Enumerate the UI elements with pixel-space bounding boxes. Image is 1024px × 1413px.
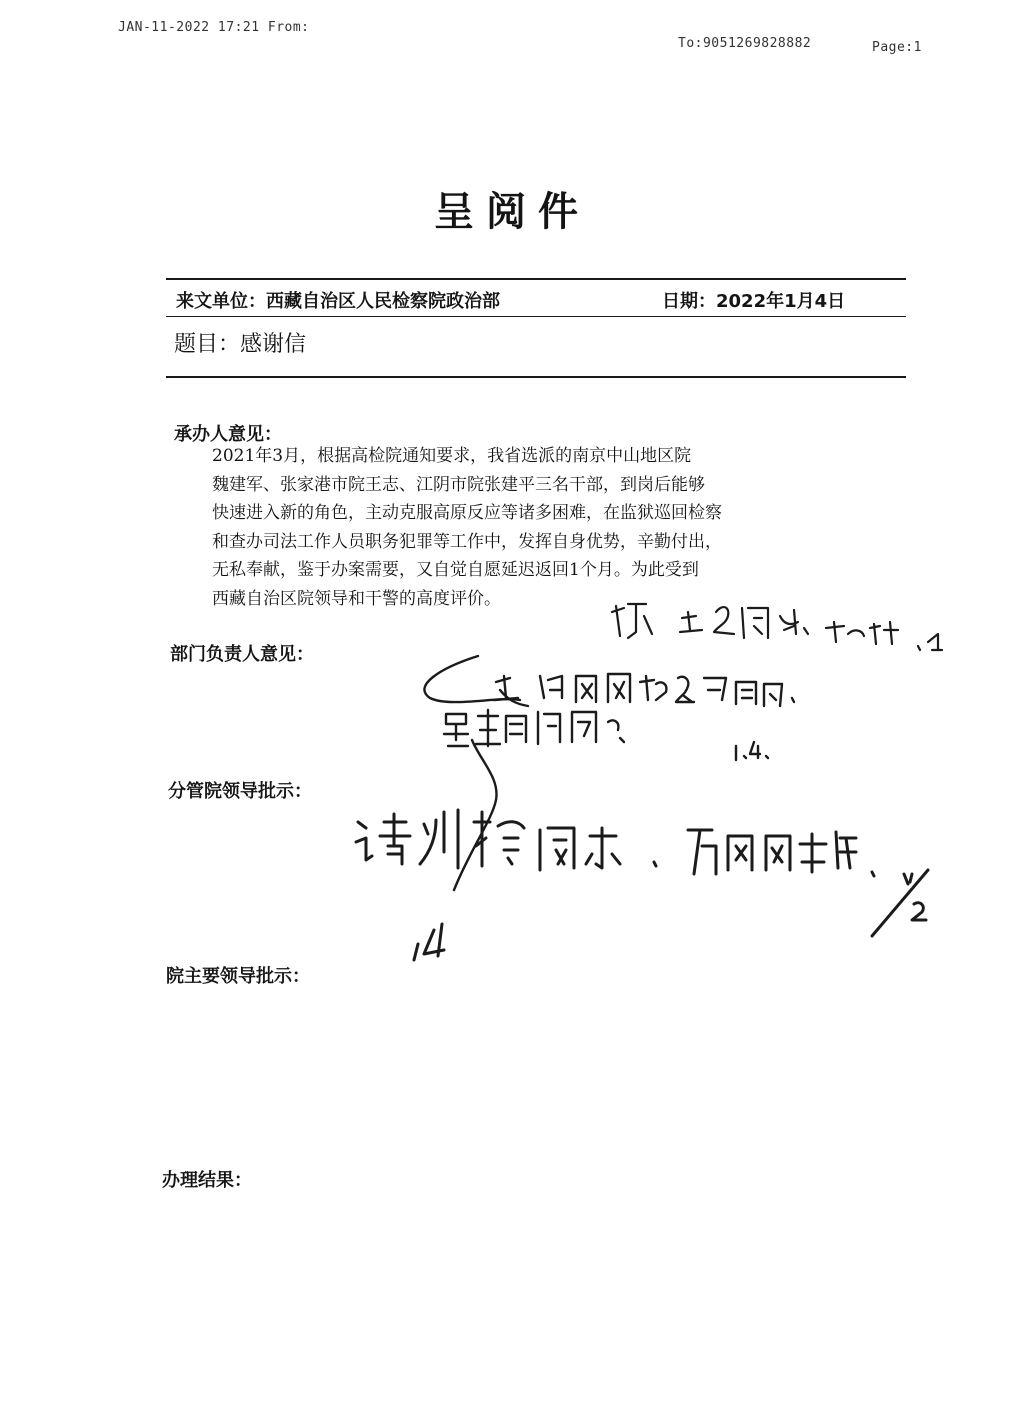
date-value: 2022年1月4日 — [716, 291, 846, 312]
handwriting-dept-forward — [444, 710, 768, 890]
dept-head-opinion-label: 部门负责人意见： — [170, 644, 314, 665]
sender-label: 来文单位： — [176, 291, 266, 312]
sender-value: 西藏自治区人民检察院政治部 — [266, 291, 500, 312]
fax-header-left: JAN-11-2022 17:21 From: — [118, 20, 310, 35]
fax-header-page: Page:1 — [872, 40, 922, 55]
subject-label: 题目： — [174, 332, 241, 357]
vp-instruction-label: 分管院领导批示： — [168, 781, 312, 802]
handwriting-dept-approval — [612, 604, 942, 650]
handler-opinion-label: 承办人意见： — [174, 424, 282, 445]
handler-opinion-text: 2021年3月，根据高检院通知要求，我省选派的南京中山地区院 魏建军、张家港市院王志、江阴市院张建平三名干部，到岗后能够 快速进入新的角色，主动克服高原反应等诸多困难，在监狱巡回检察 和查办司法工作人员职务犯罪等工作中，发挥自身优势，辛勤付出， 无私奉献，鉴于办案需要，又自觉自愿延迟返回1个月。为此受到 西藏自治区院领导和干警的高度评价。 — [212, 446, 722, 609]
chief-instruction-label: 院主要领导批示： — [166, 966, 310, 987]
result-label: 办理结果： — [162, 1170, 252, 1191]
document-title: 呈阅件 — [434, 189, 590, 235]
date-label: 日期： — [662, 291, 716, 312]
subject-value: 感谢信 — [240, 332, 307, 357]
handwriting-dept-suggestion — [424, 656, 794, 706]
fax-header-to: To:9051269828882 — [678, 36, 812, 51]
handwriting-vp-instruction — [356, 810, 928, 960]
